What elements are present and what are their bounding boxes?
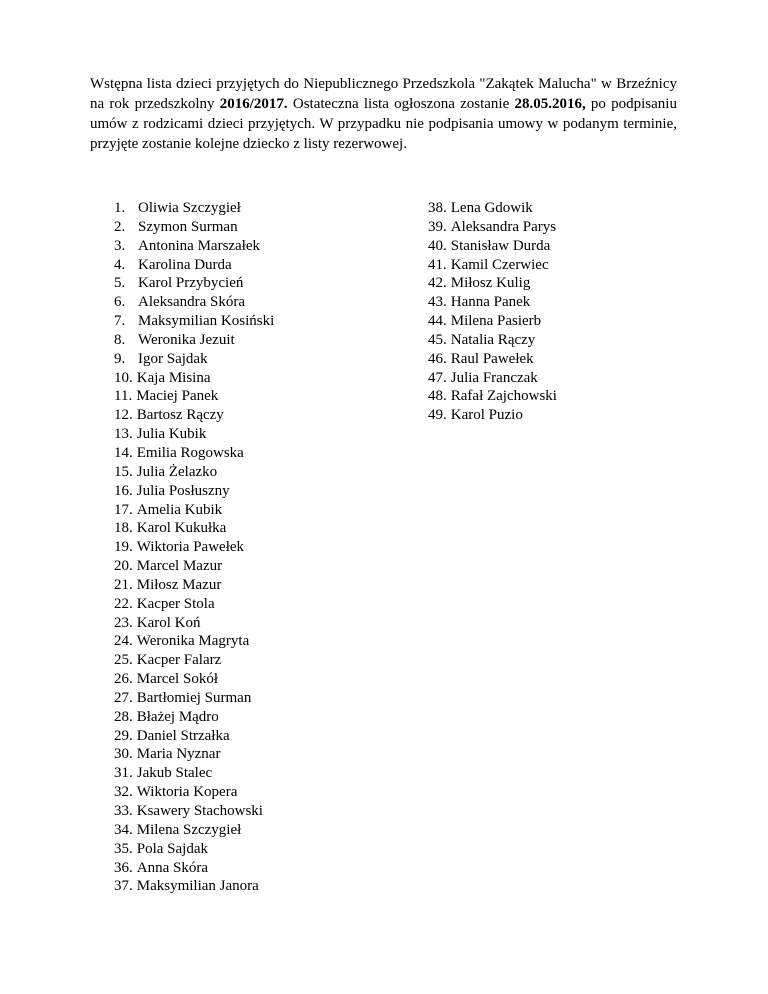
list-item-name: Stanisław Durda — [450, 237, 551, 254]
list-item-number: 31. — [114, 765, 133, 782]
list-item-number: 24. — [114, 633, 133, 650]
list-item-name: Antonina Marszałek — [138, 237, 261, 254]
list-item-name: Julia Franczak — [450, 369, 538, 386]
list-item-number: 37. — [114, 878, 133, 895]
list-item — [428, 350, 557, 369]
list-item — [114, 369, 274, 388]
list-item-name: Natalia Rączy — [450, 331, 536, 348]
list-item-name: Milena Pasierb — [450, 313, 542, 330]
list-item — [428, 406, 557, 425]
list-item-number: 41. — [428, 256, 447, 273]
list-item-name: Igor Sajdak — [138, 350, 208, 367]
list-item-name: Kacper Stola — [136, 595, 215, 612]
list-item — [114, 783, 274, 802]
list-item — [114, 387, 274, 406]
list-item-number: 2. — [114, 218, 126, 235]
list-item — [114, 237, 274, 256]
list-item-number: 19. — [114, 539, 133, 556]
list-item-name: Miłosz Mazur — [136, 576, 222, 593]
list-item — [114, 614, 274, 633]
list-item-number: 32. — [114, 784, 133, 801]
list-item-number: 42. — [428, 275, 447, 292]
list-item-number: 11. — [114, 388, 133, 405]
list-item-number: 15. — [114, 463, 133, 480]
list-item-number: 4. — [114, 256, 126, 273]
list-item-number: 13. — [114, 426, 133, 443]
list-item — [114, 312, 274, 331]
list-item — [114, 199, 274, 218]
list-item-name: Kaja Misina — [136, 369, 211, 386]
list-item — [114, 727, 274, 746]
list-item-number: 6. — [114, 294, 126, 311]
list-item — [114, 256, 274, 275]
list-item-name: Daniel Strzałka — [136, 727, 230, 744]
list-item-name: Julia Kubik — [136, 426, 207, 443]
list-item — [114, 764, 274, 783]
list-item-number: 27. — [114, 689, 133, 706]
list-item-number: 10. — [114, 369, 133, 386]
list-item-name: Anna Skóra — [136, 859, 208, 876]
list-item — [114, 538, 274, 557]
list-item-number: 20. — [114, 558, 133, 575]
list-item — [114, 425, 274, 444]
list-item — [114, 689, 274, 708]
list-item-name: Lena Gdowik — [450, 200, 533, 216]
list-item-name: Bartłomiej Surman — [136, 689, 252, 706]
list-item-number: 1. — [114, 200, 126, 216]
list-item-name: Emilia Rogowska — [136, 444, 244, 461]
list-item-number: 44. — [428, 313, 447, 330]
list-item — [114, 576, 274, 595]
list-item — [114, 350, 274, 369]
list-item-name: Karolina Durda — [138, 256, 232, 273]
list-item — [428, 312, 557, 331]
list-item-number: 36. — [114, 859, 133, 876]
list-item-number: 28. — [114, 708, 133, 725]
list-item-name: Szymon Surman — [138, 218, 238, 235]
list-item — [428, 387, 557, 406]
list-item-name: Maria Nyznar — [136, 746, 221, 763]
list-item-name: Kamil Czerwiec — [450, 256, 549, 273]
list-item — [114, 595, 274, 614]
list-item-name: Raul Pawełek — [450, 350, 534, 367]
list-item-name: Oliwia Szczygieł — [138, 200, 241, 216]
list-item-name: Milena Szczygieł — [136, 821, 242, 838]
list-item — [114, 293, 274, 312]
list-item-number: 3. — [114, 237, 126, 254]
list-item-name: Wiktoria Pawełek — [136, 539, 245, 556]
intro-text-3: po podpisaniu umów z rodzicami dzieci przyjętych. W przypadku nie podpisania umowy w podanym terminie, przyjęte zostanie kolejne dziecko z listy rezerwowej. — [90, 96, 677, 152]
list-item-number: 7. — [114, 313, 126, 330]
list-item — [114, 745, 274, 764]
list-item-number: 38. — [428, 200, 447, 216]
list-item-name: Marcel Sokół — [136, 671, 218, 688]
list-item-name: Jakub Stalec — [136, 765, 213, 782]
list-item — [428, 237, 557, 256]
list-item-name: Miłosz Kulig — [450, 275, 531, 292]
list-item-name: Kacper Falarz — [136, 652, 222, 669]
list-item — [428, 331, 557, 350]
list-item-number: 5. — [114, 275, 126, 292]
list-item-name: Karol Koń — [136, 614, 201, 631]
children-list-column-1 — [114, 199, 274, 896]
list-item-number: 22. — [114, 595, 133, 612]
list-item — [114, 557, 274, 576]
list-item-number: 33. — [114, 803, 133, 819]
list-item-number: 17. — [114, 501, 133, 518]
list-item-name: Julia Posłuszny — [136, 482, 230, 499]
list-item-number: 12. — [114, 407, 133, 424]
list-item-name: Karol Przybycień — [138, 275, 244, 292]
list-item — [114, 218, 274, 237]
final-list-date: 28.05.2016, — [514, 96, 586, 112]
list-item-name: Rafał Zajchowski — [450, 388, 557, 405]
list-item — [114, 482, 274, 501]
list-item — [114, 632, 274, 651]
list-item-number: 9. — [114, 350, 126, 367]
children-list-column-2 — [428, 199, 557, 425]
list-item — [114, 501, 274, 520]
intro-text-2: Ostateczna lista ogłoszona zostanie — [287, 96, 515, 112]
list-item-number: 16. — [114, 482, 133, 499]
list-item-name: Wiktoria Kopera — [136, 784, 238, 801]
list-item-number: 30. — [114, 746, 133, 763]
list-item — [114, 406, 274, 425]
list-item-name: Marcel Mazur — [136, 558, 223, 575]
list-item-name: Amelia Kubik — [136, 501, 223, 518]
list-item — [428, 256, 557, 275]
list-item-name: Maksymilian Janora — [136, 878, 259, 895]
list-item — [114, 331, 274, 350]
list-item-number: 49. — [428, 407, 447, 424]
list-item-number: 21. — [114, 576, 133, 593]
list-item — [428, 369, 557, 388]
list-item — [114, 802, 274, 821]
list-item-number: 43. — [428, 294, 447, 311]
list-item-name: Hanna Panek — [450, 294, 531, 311]
list-item-number: 48. — [428, 388, 447, 405]
list-item — [114, 821, 274, 840]
list-item — [114, 708, 274, 727]
list-item-name: Weronika Jezuit — [138, 331, 235, 348]
list-item-number: 39. — [428, 218, 447, 235]
list-item-number: 34. — [114, 821, 133, 838]
list-item — [114, 651, 274, 670]
intro-text-1: Wstępna lista dzieci przyjętych do Niepublicznego Przedszkola "Zakątek Malucha" w Brzeźnicy na rok przedszkolny — [90, 76, 677, 112]
intro-paragraph — [90, 74, 677, 154]
list-item-number: 47. — [428, 369, 447, 386]
list-item — [114, 519, 274, 538]
school-year: 2016/2017. — [219, 96, 288, 112]
list-item — [114, 670, 274, 689]
list-item-name: Pola Sajdak — [136, 840, 208, 857]
list-item-number: 45. — [428, 331, 447, 348]
list-item — [428, 218, 557, 237]
list-item-number: 29. — [114, 727, 133, 744]
list-item-number: 25. — [114, 652, 133, 669]
list-item-number: 18. — [114, 520, 133, 537]
list-item-number: 14. — [114, 444, 133, 461]
list-item-number: 40. — [428, 237, 447, 254]
list-item-name: Błażej Mądro — [136, 708, 219, 725]
list-item-number: 26. — [114, 671, 133, 688]
list-item-name: Aleksandra Parys — [450, 218, 557, 235]
list-item-name: Karol Kukułka — [136, 520, 227, 537]
list-item-number: 46. — [428, 350, 447, 367]
list-item-name: Ksawery Stachowski — [136, 803, 263, 819]
list-item — [428, 199, 557, 218]
list-item-name: Maciej Panek — [136, 388, 219, 405]
list-item-name: Bartosz Rączy — [136, 407, 224, 424]
list-item-number: 8. — [114, 331, 126, 348]
list-item — [114, 877, 274, 896]
list-item-name: Julia Żelazko — [136, 463, 218, 480]
list-item — [114, 274, 274, 293]
list-item-number: 35. — [114, 840, 133, 857]
list-item — [114, 840, 274, 859]
list-item-name: Aleksandra Skóra — [138, 294, 246, 311]
list-item — [114, 463, 274, 482]
list-item-name: Karol Puzio — [450, 407, 523, 424]
list-item-name: Weronika Magryta — [136, 633, 250, 650]
list-item — [114, 859, 274, 878]
list-item-name: Maksymilian Kosiński — [138, 313, 275, 330]
list-item-number: 23. — [114, 614, 133, 631]
list-item — [428, 274, 557, 293]
list-item — [114, 444, 274, 463]
list-item — [428, 293, 557, 312]
